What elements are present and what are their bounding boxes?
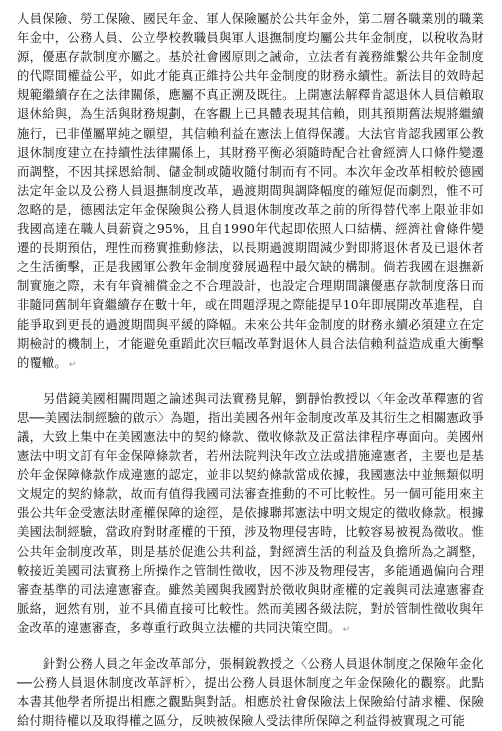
paragraph-spacer (17, 375, 484, 390)
paragraph-spacer (17, 640, 484, 655)
paragraph-mark-icon: ↵ (68, 359, 77, 370)
paragraph-text: 人員保險、勞工保險、國民年金、軍人保險屬於公共年金外，第二層各職業別的職業年金中，公務人員、公立學校教職員與軍人退撫制度均屬公共年金制度，以稅收為財源，優惠存款制度亦屬之。基於社會國原則之誡命，立法者有義務維繫公共年金制度的代際間權益公平，如此才能真正維持公共年金制度的財務永續性。新法目的效時起規範繼續存在之法律關係，應屬不真正溯及既往。上開憲法解釋肯認退休人員信賴取退休給與，為生活與財務規劃，在客觀上已具體表現其信賴，則其預期舊法規將繼續施行，已非僅屬單純之願望，其信賴利益在憲法上值得保護。大法官肯認我國軍公教退休制度建立在持續性法律關係上，其財務平衡必須隨時配合社會經濟人口條件變遷而調整，不因其採恩給制、儲金制或隨收隨付制而有不同。本次年金改革相較於德國法定年金以及公務人員退撫制度改革，過渡期間與調降幅度的確短促而劇烈，惟不可忽略的是，德國法定年金保險與公務人員退休制度改革之前的所得替代率上限並非如我國高達在職人員薪資之95%，且自1990年代起即依照人口結構、經濟社會條件變遷的長期預估，理性而務實推動修法，以長期過渡期間減少對即將退休者及已退休者之生活衝擊，正是我國軍公教年金制度發展過程中最欠缺的構制。倘若我國在退撫新制實施之際，未有年資補償金之不合理設計，也設定合理期間讓優惠存款制度落日而非隨同舊制年資繼續存在數十年，或在問題浮現之際能提早10年即展開改革進程，自能爭取到更長的過渡期間與平緩的降幅。未來公共年金制度的財務永續必須建立在定期檢討的機制上，才能避免重蹈此次巨幅改革對退休人員合法信賴利益造成重大衝擊的覆轍。 (17, 12, 484, 370)
paragraph-text: 另借鏡美國相關問題之論述與司法實務見解，劉靜怡教授以〈年金改革釋憲的省思──美國法制經驗的啟示〉為題，指出美國各州年金制度改革及其衍生之相關憲政爭議，大致上集中在美國憲法中的契約條款、徵收條款及正當法律程序專面向。美國州憲法中明文訂有年金保障條款者，若州法院判決年改立法或措施違憲者，主要也是基於年金保障條款作成違憲的認定，並非以契約條款當成依據，我國憲法中並無類似明文規定的契約條款，故而有值得我國司法審查推動的不可比較性。另一個可能用來主張公共年金受憲法財產權保障的途徑，是依據聯邦憲法中明文規定的徵收條款。根據美國法制經驗，當政府對財產權的干預，涉及物理侵害時，比較容易被視為徵收。惟公共年金制度改革，則是基於促進公共利益，對經濟生活的利益及負擔所為之調整，較接近美國司法實務上所操作之管制性徵收，因不涉及物理侵害，多能通過偏向合理審查基準的司法違憲審查。雖然美國與我國對於徵收與財產權的定義與司法違憲審查脈絡，迥然有別，並不具備直接可比較性。然而美國各級法院，對於管制性徵收與年金改革的違憲審查，多尊重行政與立法權的共同決策空間。 (17, 391, 484, 635)
body-paragraph-1 (17, 10, 484, 375)
paragraph-mark-icon: ↵ (342, 624, 351, 635)
body-paragraph-3 (17, 655, 484, 731)
paragraph-text: 針對公務人員之年金改革部分，張桐銳教授之〈公務人員退休制度之保險年金化──公務人員退休制度改革評析〉，提出公務人員退休制度之年金保險化的觀察。此點本書其他學者所提出相應之觀點與對話。相應於社會保險法上保險給付請求權、保險給付期待權以及取得權之區分，反映被保險人受法律所保障之利益得被實現之可能 (17, 657, 484, 729)
body-paragraph-2 (17, 390, 484, 640)
